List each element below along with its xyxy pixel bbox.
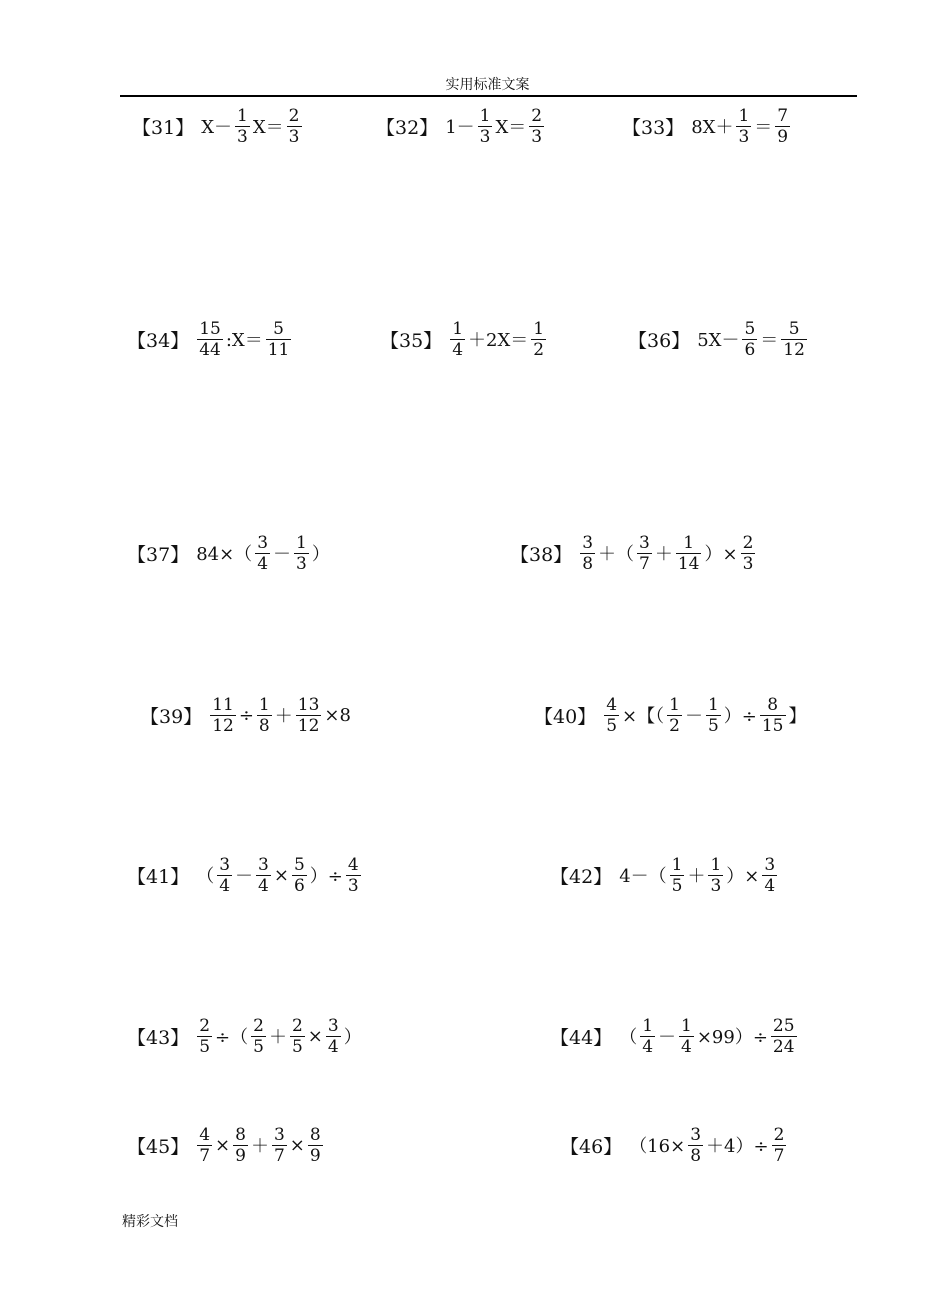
fraction-denominator: 2 — [669, 715, 680, 736]
problem-39 — [140, 690, 352, 740]
fraction — [197, 1016, 212, 1057]
problem-label: 【38】 — [510, 543, 573, 566]
fraction — [197, 319, 223, 360]
fraction-denominator: 8 — [690, 1145, 702, 1166]
fraction-numerator: 3 — [219, 854, 231, 875]
fraction — [676, 533, 702, 574]
expression-text: （ — [619, 1027, 638, 1048]
problem-label: 【39】 — [140, 705, 203, 728]
fraction-denominator: 2 — [533, 339, 545, 360]
fraction-denominator: 3 — [347, 875, 359, 896]
expression-text: ） — [311, 544, 330, 565]
problem-38 — [510, 528, 757, 578]
problem-label: 【40】 — [534, 705, 597, 728]
fraction — [296, 695, 322, 736]
fraction-numerator: 1 — [710, 854, 722, 875]
expression-text: X－ — [201, 117, 233, 138]
fraction-numerator: 3 — [690, 1124, 702, 1145]
fraction-denominator: 6 — [293, 875, 305, 896]
expression-text: ＋ — [274, 706, 293, 727]
fraction-numerator: 2 — [253, 1015, 264, 1036]
expression-text: × — [215, 1134, 231, 1156]
fraction-denominator: 4 — [219, 875, 231, 896]
fraction-denominator: 7 — [773, 1145, 785, 1166]
fraction-denominator: 24 — [772, 1036, 795, 1057]
problem-43 — [127, 1011, 363, 1061]
fraction-numerator: 1 — [296, 532, 307, 553]
header-rule — [120, 95, 857, 97]
problem-label: 【44】 — [550, 1026, 613, 1049]
fraction-numerator: 25 — [772, 1015, 795, 1036]
fraction-denominator: 3 — [237, 126, 248, 147]
expression-text: 84×（ — [196, 544, 253, 565]
fraction — [235, 106, 250, 147]
fraction-numerator: 15 — [199, 318, 221, 339]
fraction-numerator: 4 — [347, 854, 359, 875]
expression-text: × — [273, 864, 289, 886]
problem-label: 【37】 — [127, 543, 190, 566]
expression-text: X＝ — [495, 117, 527, 138]
fraction — [679, 1016, 694, 1057]
page-footer-text: 精彩文档 — [122, 1214, 178, 1230]
expression-text: ）× — [726, 866, 760, 887]
fraction — [604, 695, 619, 736]
problem-44 — [550, 1011, 799, 1061]
fraction-numerator: 3 — [582, 532, 594, 553]
fraction-numerator: 1 — [533, 318, 545, 339]
fraction-denominator: 3 — [738, 126, 750, 147]
problem-33 — [622, 101, 792, 151]
fraction-denominator: 5 — [671, 875, 683, 896]
fraction-numerator: 1 — [683, 532, 695, 553]
fraction-numerator: 2 — [199, 1015, 211, 1036]
fraction-numerator: 1 — [642, 1015, 654, 1036]
fraction — [257, 695, 272, 736]
fraction-denominator: 11 — [267, 339, 290, 360]
fraction-denominator: 5 — [291, 1036, 303, 1057]
expression-text: ＋2X＝ — [468, 330, 529, 351]
fraction-denominator: 9 — [235, 1145, 246, 1166]
fraction — [742, 319, 757, 360]
fraction-denominator: 7 — [199, 1145, 211, 1166]
fraction — [736, 106, 751, 147]
fraction-numerator: 4 — [606, 694, 618, 715]
fraction-denominator: 12 — [212, 715, 234, 736]
expression-text: ＝ — [754, 117, 773, 138]
fraction — [775, 106, 790, 147]
fraction-denominator: 5 — [253, 1036, 264, 1057]
expression-text: ×【（ — [622, 706, 665, 727]
fraction-denominator: 8 — [582, 553, 594, 574]
expression-text: ＋ — [268, 1027, 287, 1048]
problem-36 — [628, 314, 809, 364]
expression-text: :X＝ — [225, 330, 263, 351]
problem-34 — [127, 314, 293, 364]
problem-label: 【45】 — [127, 1135, 190, 1158]
fraction — [346, 855, 361, 896]
fraction-denominator: 15 — [761, 715, 784, 736]
fraction-denominator: 8 — [258, 715, 270, 736]
problem-label: 【43】 — [127, 1026, 190, 1049]
fraction — [255, 533, 270, 574]
expression-text: ）÷ — [723, 706, 757, 727]
fraction-numerator: 3 — [258, 854, 269, 875]
fraction — [294, 533, 309, 574]
fraction-denominator: 4 — [452, 339, 464, 360]
problem-label: 【34】 — [127, 329, 190, 352]
fraction-denominator: 3 — [710, 875, 722, 896]
fraction — [667, 695, 682, 736]
problem-37 — [127, 528, 331, 578]
problem-label: 【36】 — [628, 329, 691, 352]
fraction-numerator: 2 — [773, 1124, 785, 1145]
fraction-denominator: 4 — [681, 1036, 692, 1057]
fraction-numerator: 5 — [744, 318, 756, 339]
fraction — [290, 1016, 305, 1057]
fraction — [760, 695, 786, 736]
fraction-numerator: 1 — [681, 1015, 692, 1036]
expression-text: ）÷ — [309, 866, 343, 887]
expression-text: － — [235, 866, 254, 887]
fraction-numerator: 1 — [707, 694, 719, 715]
fraction-numerator: 3 — [764, 854, 776, 875]
problem-40 — [534, 690, 808, 740]
fraction — [197, 1125, 212, 1166]
fraction — [670, 855, 685, 896]
fraction-denominator: 5 — [199, 1036, 211, 1057]
fraction-numerator: 3 — [639, 532, 650, 553]
fraction — [266, 319, 292, 360]
expression-text: （16× — [629, 1136, 686, 1157]
fraction-numerator: 5 — [273, 318, 284, 339]
fraction-denominator: 4 — [764, 875, 776, 896]
problem-31 — [132, 101, 304, 151]
fraction — [781, 319, 807, 360]
expression-text: ＋ — [654, 544, 673, 565]
fraction-numerator: 11 — [212, 694, 234, 715]
expression-text: － — [658, 1027, 677, 1048]
problem-35 — [380, 314, 548, 364]
expression-text: ）× — [704, 544, 738, 565]
fraction-denominator: 5 — [606, 715, 618, 736]
fraction — [772, 1125, 787, 1166]
problem-label: 【32】 — [376, 116, 439, 139]
expression-text: ） — [343, 1027, 362, 1048]
fraction-numerator: 2 — [291, 1015, 303, 1036]
fraction-denominator: 3 — [296, 553, 307, 574]
fraction-denominator: 7 — [639, 553, 650, 574]
fraction-denominator: 9 — [777, 126, 789, 147]
fraction-denominator: 44 — [199, 339, 221, 360]
expression-text: － — [684, 706, 703, 727]
fraction-numerator: 2 — [742, 532, 754, 553]
problem-label: 【35】 — [380, 329, 443, 352]
fraction — [637, 533, 652, 574]
fraction — [287, 106, 302, 147]
fraction-denominator: 4 — [327, 1036, 339, 1057]
fraction-numerator: 1 — [671, 854, 683, 875]
expression-text: X＝ — [252, 117, 284, 138]
fraction-numerator: 7 — [777, 105, 789, 126]
fraction-denominator: 7 — [273, 1145, 285, 1166]
fraction-numerator: 1 — [452, 318, 464, 339]
expression-text: 5X－ — [697, 330, 740, 351]
fraction — [256, 855, 271, 896]
fraction — [706, 695, 721, 736]
problem-45 — [127, 1120, 325, 1170]
fraction — [741, 533, 756, 574]
fraction-numerator: 5 — [788, 318, 800, 339]
fraction — [210, 695, 236, 736]
fraction-denominator: 5 — [707, 715, 719, 736]
fraction — [640, 1016, 655, 1057]
fraction-denominator: 4 — [642, 1036, 654, 1057]
expression-text: （ — [196, 866, 215, 887]
expression-text: × — [289, 1134, 305, 1156]
expression-text: 】 — [788, 706, 807, 727]
fraction — [251, 1016, 266, 1057]
expression-text: ×99）÷ — [696, 1027, 768, 1048]
fraction — [688, 1125, 703, 1166]
problem-label: 【46】 — [560, 1135, 623, 1158]
fraction-numerator: 3 — [327, 1015, 339, 1036]
problem-32 — [376, 101, 546, 151]
fraction — [708, 855, 723, 896]
fraction — [233, 1125, 248, 1166]
expression-text: 4－（ — [619, 866, 667, 887]
fraction — [308, 1125, 323, 1166]
expression-text: － — [273, 544, 292, 565]
problem-label: 【41】 — [127, 865, 190, 888]
expression-text: ÷（ — [215, 1027, 249, 1048]
fraction-numerator: 5 — [293, 854, 305, 875]
fraction-denominator: 4 — [257, 553, 269, 574]
problem-46 — [560, 1120, 788, 1170]
fraction-numerator: 13 — [297, 694, 320, 715]
fraction — [450, 319, 465, 360]
problem-42 — [550, 850, 779, 900]
expression-text: ＋ — [687, 866, 706, 887]
expression-text: ＝ — [760, 330, 779, 351]
fraction — [217, 855, 232, 896]
fraction-denominator: 12 — [783, 339, 805, 360]
fraction — [326, 1016, 341, 1057]
expression-text: 8X＋ — [691, 117, 734, 138]
fraction-denominator: 12 — [297, 715, 320, 736]
problem-41 — [127, 850, 363, 900]
fraction-numerator: 4 — [199, 1124, 211, 1145]
fraction-numerator: 2 — [288, 105, 300, 126]
fraction — [292, 855, 307, 896]
expression-text: × — [307, 1025, 323, 1047]
fraction-denominator: 9 — [309, 1145, 321, 1166]
fraction-numerator: 1 — [669, 694, 680, 715]
fraction-numerator: 3 — [273, 1124, 285, 1145]
expression-text: ＋（ — [598, 544, 635, 565]
fraction-denominator: 3 — [288, 126, 300, 147]
expression-text: ÷ — [238, 704, 254, 726]
fraction-numerator: 1 — [237, 105, 248, 126]
fraction — [531, 319, 546, 360]
expression-text: ×8 — [324, 704, 351, 726]
fraction-denominator: 3 — [742, 553, 754, 574]
fraction-numerator: 2 — [531, 105, 543, 126]
fraction-denominator: 14 — [677, 553, 700, 574]
fraction-numerator: 8 — [309, 1124, 321, 1145]
fraction — [529, 106, 544, 147]
fraction-numerator: 8 — [235, 1124, 246, 1145]
fraction-numerator: 1 — [738, 105, 750, 126]
fraction-numerator: 1 — [258, 694, 270, 715]
problem-label: 【42】 — [550, 865, 613, 888]
fraction — [762, 855, 777, 896]
fraction — [478, 106, 493, 147]
expression-text: 1－ — [445, 117, 475, 138]
expression-text: ＋4）÷ — [706, 1136, 769, 1157]
fraction-denominator: 4 — [258, 875, 269, 896]
fraction-denominator: 3 — [531, 126, 543, 147]
fraction-numerator: 8 — [767, 694, 779, 715]
fraction-denominator: 3 — [479, 126, 491, 147]
fraction — [580, 533, 595, 574]
fraction — [771, 1016, 797, 1057]
fraction-denominator: 6 — [744, 339, 756, 360]
fraction-numerator: 3 — [257, 532, 269, 553]
fraction-numerator: 1 — [479, 105, 491, 126]
problem-label: 【33】 — [622, 116, 685, 139]
expression-text: ＋ — [250, 1136, 269, 1157]
problem-label: 【31】 — [132, 116, 195, 139]
fraction — [272, 1125, 287, 1166]
page-header-title: 实用标准文案 — [445, 77, 530, 93]
